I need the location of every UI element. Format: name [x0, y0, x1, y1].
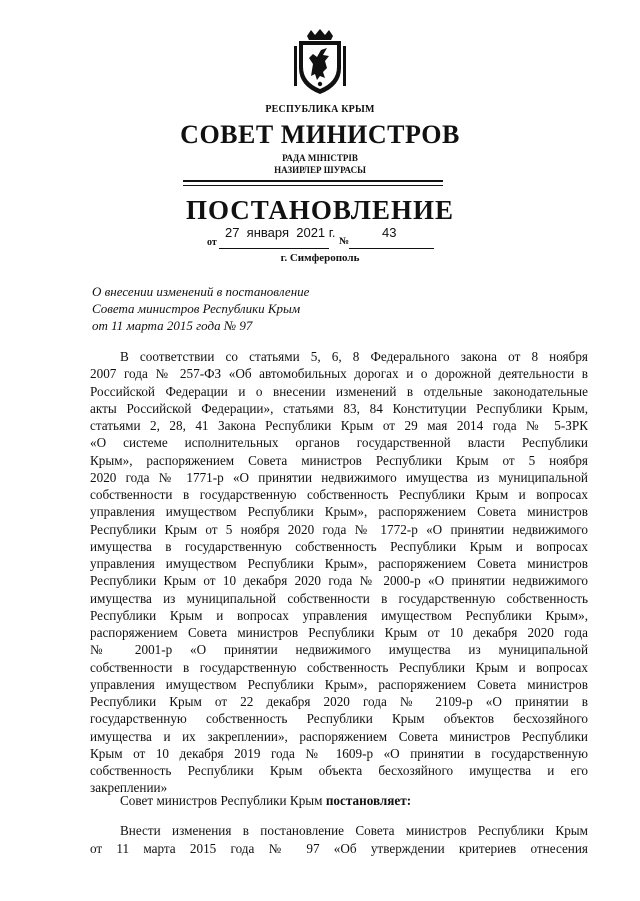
text-line: управления имуществом Республики Крым», распоряжением Совета министров	[90, 676, 588, 692]
text-line: 2020 года № 1771-р «О принятии недвижимого имущества из муниципальной	[90, 469, 588, 485]
text-line: распоряжением Совета министров Республики Крым от 10 декабря 2020 года	[90, 625, 588, 640]
text-line: Крым», распоряжением Совета министров Республики Крым от 5 ноября	[90, 452, 588, 468]
text-line: 2007 года № 257-ФЗ «Об автомобильных дорогах и о дорожной деятельности в	[90, 366, 588, 382]
date-number-line	[207, 225, 437, 249]
council-name-crimean-tatar: НАЗИРЛЕР ШУРАСЫ	[274, 165, 366, 175]
text-line: управления имуществом Республики Крым», распоряжением Совета министров	[90, 504, 588, 520]
text-line: Республики Крым от 10 декабря 2020 года № 2000-р «О принятии недвижимого	[90, 573, 588, 589]
date-underline	[219, 248, 329, 249]
header-divider-thick	[183, 180, 443, 182]
republic-name: РЕСПУБЛИКА КРЫМ	[265, 104, 375, 115]
subject-line: Совета министров Республики Крым	[92, 301, 301, 316]
text-line: управления имуществом Республики Крым», распоряжением Совета министров	[90, 556, 588, 571]
text-line: В соответствии со статьями 5, 6, 8 Федерального закона от 8 ноября	[120, 349, 588, 364]
document-type: ПОСТАНОВЛЕНИЕ	[185, 195, 455, 225]
text-line: собственность Республики Крым объекта бесхозяйного имущества и его	[90, 763, 588, 778]
date-prefix: от	[207, 237, 217, 248]
preamble-paragraph	[90, 348, 588, 797]
text-line: закреплении»	[90, 780, 168, 796]
document-city: г. Симферополь	[280, 252, 360, 264]
document-subject	[92, 283, 392, 334]
header-divider-thin	[183, 185, 443, 186]
text-line: Внести изменения в постановление Совета министров Республики Крым	[120, 823, 588, 838]
text-line: государственную собственность Республики Крым объектов бесхозяйного	[90, 711, 588, 727]
resolution-verb: постановляет:	[325, 793, 412, 808]
text-line: собственности в государственную собственность Республики Крым и вопросах	[90, 487, 588, 502]
council-name: СОВЕТ МИНИСТРОВ	[180, 120, 460, 149]
resolution-statement	[120, 793, 411, 809]
number-prefix: №	[339, 236, 350, 247]
council-name-ukrainian: РАДА МІНІСТРІВ	[282, 153, 358, 163]
subject-line: О внесении изменений в постановление	[92, 284, 310, 299]
document-number: 43	[382, 225, 397, 240]
text-line: Республики Крым и вопросах управления имуществом Республики Крым»,	[90, 607, 588, 623]
text-line: от 11 марта 2015 года № 97 «Об утверждении критериев отнесения	[90, 840, 588, 856]
text-line: собственности в государственную собственность Республики Крым и вопросах	[90, 659, 588, 675]
text-line: имущества в государственную собственность Республики Крым и вопросах	[90, 538, 588, 554]
text-line: Республики Крым от 22 декабря 2020 года № 2109-р «О принятии в	[90, 694, 588, 709]
text-line: имущества из муниципальной собственности в государственную собственность	[90, 590, 588, 606]
first-clause-paragraph	[90, 822, 588, 857]
crimea-coat-of-arms-icon	[293, 28, 347, 96]
text-line: акты Российской Федерации», статьями 83, 84 Конституции Республики Крым,	[90, 400, 588, 416]
text-line: Крым от 10 декабря 2019 года № 1609-р «О принятии в государственную	[90, 745, 588, 761]
document-date: 27 января 2021 г.	[225, 225, 336, 240]
text-line: «О системе исполнительных органов государственной власти Республики	[90, 435, 588, 451]
number-underline	[349, 248, 434, 249]
text-line: № 2001-р «О принятии недвижимого имущества из муниципальной	[90, 642, 588, 658]
text-line: статьями 2, 28, 41 Закона Республики Крым от 29 мая 2014 года № 5-ЗРК	[90, 418, 588, 433]
subject-line: от 11 марта 2015 года № 97	[92, 318, 253, 333]
text-line: имущества и их закреплении», распоряжением Совета министров Республики	[90, 728, 588, 744]
text-line: Республики Крым от 5 ноября 2020 года № 1772-р «О принятии недвижимого	[90, 521, 588, 537]
resolution-text: Совет министров Республики Крым	[120, 793, 326, 808]
text-line: Российской Федерации и о внесении изменений в отдельные законодательные	[90, 383, 588, 399]
